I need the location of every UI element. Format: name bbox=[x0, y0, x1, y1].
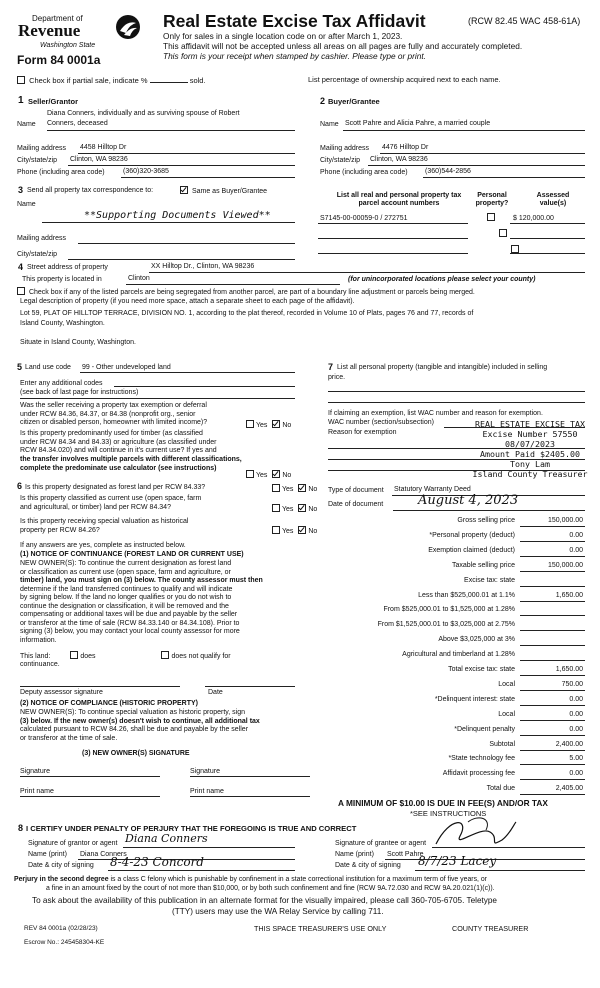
buyer-mailing-value[interactable]: 4476 Hilltop Dr bbox=[382, 144, 429, 151]
grantor-date-city-label: Date & city of signing bbox=[28, 862, 94, 869]
certify-number: 8 bbox=[18, 823, 24, 833]
notice1-heading: (1) NOTICE OF CONTINUANCE (FOREST LAND OR CURRENT USE) bbox=[20, 551, 244, 558]
form-title: Real Estate Excise Tax Affidavit bbox=[163, 11, 426, 31]
calc-row-value[interactable]: 0.00 bbox=[569, 531, 583, 539]
reason-label: Reason for exemption bbox=[328, 429, 397, 436]
deputy-date-label: Date bbox=[208, 689, 223, 696]
calc-row-label: *Delinquent interest: state bbox=[434, 695, 515, 703]
minimum-fee-note: A MINIMUM OF $10.00 IS DUE IN FEE(S) AND/OR TAX bbox=[338, 798, 548, 808]
current-use-no-checkbox[interactable] bbox=[298, 504, 306, 512]
partial-sale-label: Check box if partial sale, indicate % bbox=[29, 76, 148, 85]
grantor-name-label: Name (print) bbox=[28, 851, 67, 858]
calc-row-value[interactable]: 150,000.00 bbox=[547, 561, 583, 569]
personal-property-checkbox-3[interactable] bbox=[511, 245, 519, 253]
personal-property-checkbox-1[interactable] bbox=[487, 213, 495, 221]
partial-sale-row bbox=[17, 76, 206, 86]
alt-format-note-1: To ask about the availability of this publication in an alternate format for the visually impaired, please call 360-705-6705. Teletype bbox=[32, 896, 497, 905]
buyer-heading: Buyer/Grantee bbox=[328, 97, 380, 106]
alt-format-note-2: (TTY) users may use the WA Relay Service by calling 711. bbox=[172, 907, 384, 916]
seller-name-label: Name bbox=[17, 121, 36, 128]
deputy-signature-label: Deputy assessor signature bbox=[20, 689, 103, 696]
unincorporated-note: (for unincorporated locations please select your county) bbox=[348, 276, 536, 283]
exemption-no-checkbox[interactable] bbox=[272, 420, 280, 428]
exemption-question: Was the seller receiving a property tax exemption or deferral under RCW 84.36, 84.37, or 84.38 (nonprofit org., senior citizen or disabled person, homeowner with limited income)? bbox=[20, 402, 208, 427]
seller-city-label: City/state/zip bbox=[17, 157, 58, 164]
calc-row-label: From $525,000.01 to $1,525,000 at 1.28% bbox=[383, 606, 515, 614]
forest-no-checkbox[interactable] bbox=[298, 484, 306, 492]
escrow-number: Escrow No.: 245458304-KE bbox=[24, 939, 105, 946]
buyer-phone-value[interactable]: (360)544-2856 bbox=[425, 168, 471, 175]
doc-date-value[interactable]: August 4, 2023 bbox=[418, 493, 519, 508]
notice1-body: NEW OWNER(S): To continue the current designation as forest land or classification as current use (open space, farm and agriculture, or timber) land, you must sign on (3) below. The county assessor must then determine if the land transferred continues to qualify and will indicate by signing below. If the land no longer qualifies or you do not wish to continue the designation or classification, it will be removed and the compensating or additional taxes will be due and payable by the seller or transferor at the time of sale (RCW 84.33.140 or 84.34.108). Prior to signing (3) below, you may contact your local county assessor for more information. bbox=[20, 560, 263, 644]
forest-yes-checkbox[interactable] bbox=[272, 484, 280, 492]
calc-row-label: Total due bbox=[486, 785, 515, 793]
calc-row-value[interactable]: 5.00 bbox=[569, 755, 583, 763]
grantee-name-label: Name (print) bbox=[335, 851, 374, 858]
new-owner-print-2: Print name bbox=[190, 788, 224, 795]
correspondence-section-number: 3 bbox=[18, 185, 24, 195]
calc-row-label: Local bbox=[498, 680, 515, 688]
parcel-col-header: List all real and personal property tax parcel account numbers bbox=[336, 192, 462, 208]
legal-desc-line2[interactable]: Island County, Washington. bbox=[20, 320, 105, 327]
doc-date-label: Date of document bbox=[328, 501, 384, 508]
this-land-label: This land: bbox=[20, 653, 51, 660]
timber-no-checkbox[interactable] bbox=[272, 470, 280, 478]
buyer-city-value[interactable]: Clinton, WA 98236 bbox=[370, 156, 428, 163]
seller-section-number: 1 bbox=[18, 95, 24, 106]
buyer-phone-label: Phone (including area code) bbox=[320, 169, 408, 176]
new-owner-signature-2: Signature bbox=[190, 768, 220, 775]
buyer-section-number: 2 bbox=[320, 96, 326, 106]
pp-section-number: 7 bbox=[328, 362, 334, 372]
exemption-claim-label: If claiming an exemption, list WAC number and reason for exemption. bbox=[328, 410, 543, 417]
assessed-col-header: Assessed value(s) bbox=[536, 192, 570, 208]
pp-label-2: price. bbox=[328, 374, 346, 381]
agency-name: Revenue bbox=[18, 21, 81, 40]
parcel-number[interactable]: S7145-00-00059-0 / 272751 bbox=[320, 215, 408, 222]
perjury-note-2: a fine in an amount fixed by the court of not more than $10,000, or by both such confinement and fine (RCW 9A.72.030 and RCW 9A.20.021(1)(c)). bbox=[46, 885, 495, 892]
grantee-name[interactable]: Scott Pahre bbox=[387, 851, 424, 858]
seller-phone-label: Phone (including area code) bbox=[17, 169, 105, 176]
calc-row-label: Agricultural and timberland at 1.28% bbox=[402, 651, 515, 659]
buyer-mailing-label: Mailing address bbox=[320, 145, 370, 152]
legal-desc-label: Legal description of property (if you need more space, attach a separate sheet to each page of the affidavit). bbox=[20, 298, 355, 305]
calc-row-value[interactable]: 0.00 bbox=[569, 695, 583, 703]
assessed-value[interactable]: $ 120,000.00 bbox=[513, 215, 554, 222]
current-use-yes-checkbox[interactable] bbox=[272, 504, 280, 512]
does-not-qualify-checkbox[interactable] bbox=[161, 651, 169, 659]
timber-question: Is this property predominantly used for timber (as classified under RCW 84.34 and 84.33) or agriculture (as classified under RCW 84.34.020) and will continue in it's current use? If yes and the transfer involves multiple parcels with different classifications, complete the predominate use calculator (see instructions) bbox=[20, 430, 242, 472]
calc-row-label: Gross selling price bbox=[457, 517, 515, 524]
land-use-section-number: 5 bbox=[17, 362, 23, 372]
timber-yes-checkbox[interactable] bbox=[246, 470, 254, 478]
grantee-signature-label: Signature of grantee or agent bbox=[335, 840, 427, 847]
form-number: Form 84 0001a bbox=[17, 53, 101, 67]
calc-row-label: Excise tax: state bbox=[464, 576, 515, 584]
same-as-buyer-checkbox[interactable] bbox=[180, 186, 188, 194]
header-note-1: Only for sales in a single location code on or after March 1, 2023. bbox=[163, 31, 403, 41]
historic-yes-checkbox[interactable] bbox=[272, 526, 280, 534]
calc-row-label: Subtotal bbox=[489, 740, 515, 748]
calc-row-value[interactable]: 1,650.00 bbox=[555, 591, 583, 599]
calc-row-label: Taxable selling price bbox=[451, 561, 515, 569]
calc-row-value[interactable]: 2,400.00 bbox=[555, 740, 583, 748]
does-qualify-checkbox[interactable] bbox=[70, 651, 78, 659]
correspondence-city-label: City/state/zip bbox=[17, 251, 58, 258]
if-yes-note: If any answers are yes, complete as instructed below. bbox=[20, 542, 186, 549]
forest-question: Is this property designated as forest land per RCW 84.33? bbox=[25, 484, 206, 491]
seller-heading: Seller/Grantor bbox=[28, 97, 79, 106]
grantor-name[interactable]: Diana Conners bbox=[80, 851, 127, 858]
wac-label: WAC number (section/subsection) bbox=[328, 419, 434, 426]
ownership-note: List percentage of ownership acquired next to each name. bbox=[308, 75, 501, 84]
header-note-2: This affidavit will not be accepted unless all areas on all pages are fully and accurately completed. bbox=[163, 41, 523, 51]
buyer-name-value[interactable]: Scott Pahre and Alicia Pahre, a married couple bbox=[345, 120, 491, 127]
doc-type-label: Type of document bbox=[328, 487, 384, 494]
calc-row-value[interactable]: 1,650.00 bbox=[555, 666, 583, 673]
supporting-docs-stamp: **Supporting Documents Viewed** bbox=[84, 210, 271, 221]
grantee-date-city-label: Date & city of signing bbox=[335, 862, 401, 869]
historic-no-checkbox[interactable] bbox=[298, 526, 306, 534]
calc-row-label: Local bbox=[498, 710, 515, 718]
notice3-heading: (3) NEW OWNER(S) SIGNATURE bbox=[82, 750, 190, 757]
grantor-signature[interactable]: Diana Conners bbox=[125, 832, 208, 845]
calc-row-label: *State technology fee bbox=[448, 755, 515, 763]
land-use-label: Land use code bbox=[25, 364, 71, 371]
header-note-3: This form is your receipt when stamped by cashier. Please type or print. bbox=[163, 51, 427, 61]
see-back-note: (see back of last page for instructions) bbox=[20, 389, 139, 396]
historic-question: Is this property receiving special valuation as historical property per RCW 84.26? bbox=[20, 518, 189, 534]
calc-row-value[interactable]: 0.00 bbox=[569, 546, 583, 554]
seller-city-value[interactable]: Clinton, WA 98236 bbox=[70, 156, 128, 163]
rev-number: REV 84 0001a (02/28/23) bbox=[24, 925, 98, 932]
calc-row-value[interactable]: 150,000.00 bbox=[547, 517, 583, 524]
calc-row-label: Total excise tax: state bbox=[448, 666, 515, 673]
exemption-yes-checkbox[interactable] bbox=[246, 420, 254, 428]
state-name: Washington State bbox=[40, 42, 96, 49]
notice2-body: NEW OWNER(S): To continue special valuation as historic property, sign (3) below. If the new owner(s) doesn't wish to continue, all additional tax calculated pursuant to RCW 84.26, shall be due and payable by the seller or transferor at the time of sale. bbox=[20, 709, 260, 742]
new-owner-signature-1: Signature bbox=[20, 768, 50, 775]
doc-type-value[interactable]: Statutory Warranty Deed bbox=[394, 486, 471, 493]
continuance-label: continuance. bbox=[20, 661, 60, 668]
personal-col-header: Personal property? bbox=[475, 192, 509, 208]
calc-row-label: From $1,525,000.01 to $3,025,000 at 2.75% bbox=[377, 621, 515, 629]
partial-sale-sold: sold. bbox=[189, 76, 206, 85]
correspondence-mailing-label: Mailing address bbox=[17, 235, 67, 242]
seller-name-line1: Diana Conners, individually and as surviving spouse of Robert bbox=[47, 110, 240, 117]
property-section-number: 4 bbox=[18, 262, 24, 272]
legal-desc-line3[interactable]: Situate in Island County, Washington. bbox=[20, 339, 136, 346]
calc-row-label: *Personal property (deduct) bbox=[429, 531, 515, 539]
located-label: This property is located in bbox=[22, 276, 102, 283]
grantee-date-city[interactable]: 8/7/23 Lacey bbox=[418, 854, 497, 868]
segregated-label: Check box if any of the listed parcels are being segregated from another parcel, are part of a boundary line adjustment or parcels being merged. bbox=[28, 289, 475, 296]
calc-row-label: Affidavit processing fee bbox=[442, 770, 515, 778]
grantor-signature-label: Signature of grantor or agent bbox=[28, 840, 118, 847]
dept-line: Department of bbox=[32, 14, 83, 23]
calc-row-value[interactable]: 750.00 bbox=[561, 680, 583, 688]
s6-number: 6 bbox=[17, 481, 23, 491]
seller-mailing-label: Mailing address bbox=[17, 145, 67, 152]
treasurer-stamp: REAL ESTATE EXCISE TAX Excise Number 57550 08/07/2023 Amount Paid $2405.00 Tony Lam Island County Treasurer bbox=[472, 419, 588, 479]
seller-mailing-value[interactable]: 4458 Hilltop Dr bbox=[80, 144, 127, 151]
land-use-value[interactable]: 99 - Other undeveloped land bbox=[82, 364, 171, 371]
segregated-checkbox[interactable] bbox=[17, 287, 25, 295]
located-value[interactable]: Clinton bbox=[128, 275, 150, 282]
additional-codes-label: Enter any additional codes bbox=[20, 380, 103, 387]
calc-row-label: Less than $525,000.01 at 1.1% bbox=[418, 591, 515, 599]
legal-desc-line1[interactable]: Lot 59, PLAT OF HILLTOP TERRACE, DIVISION NO. 1, according to the plat thereof, recorded in Volume 10 of Plats, pages 76 and 77, records of bbox=[20, 310, 474, 317]
calc-row-label: *Delinquent penalty bbox=[454, 725, 515, 733]
buyer-city-label: City/state/zip bbox=[320, 157, 361, 164]
correspondence-name-label: Name bbox=[17, 201, 36, 208]
street-value[interactable]: XX Hilltop Dr., Clinton, WA 98236 bbox=[151, 263, 255, 270]
new-owner-print-1: Print name bbox=[20, 788, 54, 795]
partial-sale-pct-field[interactable] bbox=[150, 82, 188, 83]
calc-row-label: Above $3,025,000 at 3% bbox=[438, 636, 515, 644]
pp-label: List all personal property (tangible and intangible) included in selling bbox=[337, 364, 548, 371]
street-label: Street address of property bbox=[27, 264, 108, 271]
notice2-heading: (2) NOTICE OF COMPLIANCE (HISTORIC PROPERTY) bbox=[20, 700, 198, 707]
buyer-name-label: Name bbox=[320, 121, 339, 128]
grantee-signature-scribble-icon[interactable] bbox=[430, 814, 520, 852]
same-as-buyer-label: Same as Buyer/Grantee bbox=[191, 188, 268, 195]
calc-row-value[interactable]: 0.00 bbox=[569, 710, 583, 718]
partial-sale-checkbox[interactable] bbox=[17, 76, 25, 84]
personal-property-checkbox-2[interactable] bbox=[499, 229, 507, 237]
see-instructions-note: *SEE INSTRUCTIONS bbox=[410, 809, 487, 818]
current-use-question: Is this property classified as current use (open space, farm and agricultural, or timber) land per RCW 84.34? bbox=[20, 495, 202, 511]
grantor-date-city[interactable]: 8-4-23 Concord bbox=[110, 855, 204, 869]
form-title-ref: (RCW 82.45 WAC 458-61A) bbox=[468, 16, 581, 26]
treasurer-only-label: THIS SPACE TREASURER'S USE ONLY bbox=[254, 924, 387, 933]
certify-heading: I CERTIFY UNDER PENALTY OF PERJURY THAT THE FOREGOING IS TRUE AND CORRECT bbox=[26, 824, 357, 833]
calc-row-value[interactable]: 2,405.00 bbox=[555, 785, 583, 793]
perjury-note: Perjury in the second degree is a class C felony which is punishable by confinement in a state correctional institution for a maximum term of five years, or bbox=[14, 876, 487, 883]
calc-row-value[interactable]: 0.00 bbox=[569, 725, 583, 733]
seller-phone-value[interactable]: (360)320-3685 bbox=[123, 168, 169, 175]
calc-row-value[interactable]: 0.00 bbox=[569, 770, 583, 778]
seller-name-line2[interactable]: Conners, deceased bbox=[47, 120, 108, 127]
dor-logo-icon bbox=[115, 14, 141, 40]
correspondence-label: Send all property tax correspondence to: bbox=[27, 187, 154, 194]
county-treasurer-label: COUNTY TREASURER bbox=[452, 924, 529, 933]
calc-row-label: Exemption claimed (deduct) bbox=[428, 546, 515, 554]
